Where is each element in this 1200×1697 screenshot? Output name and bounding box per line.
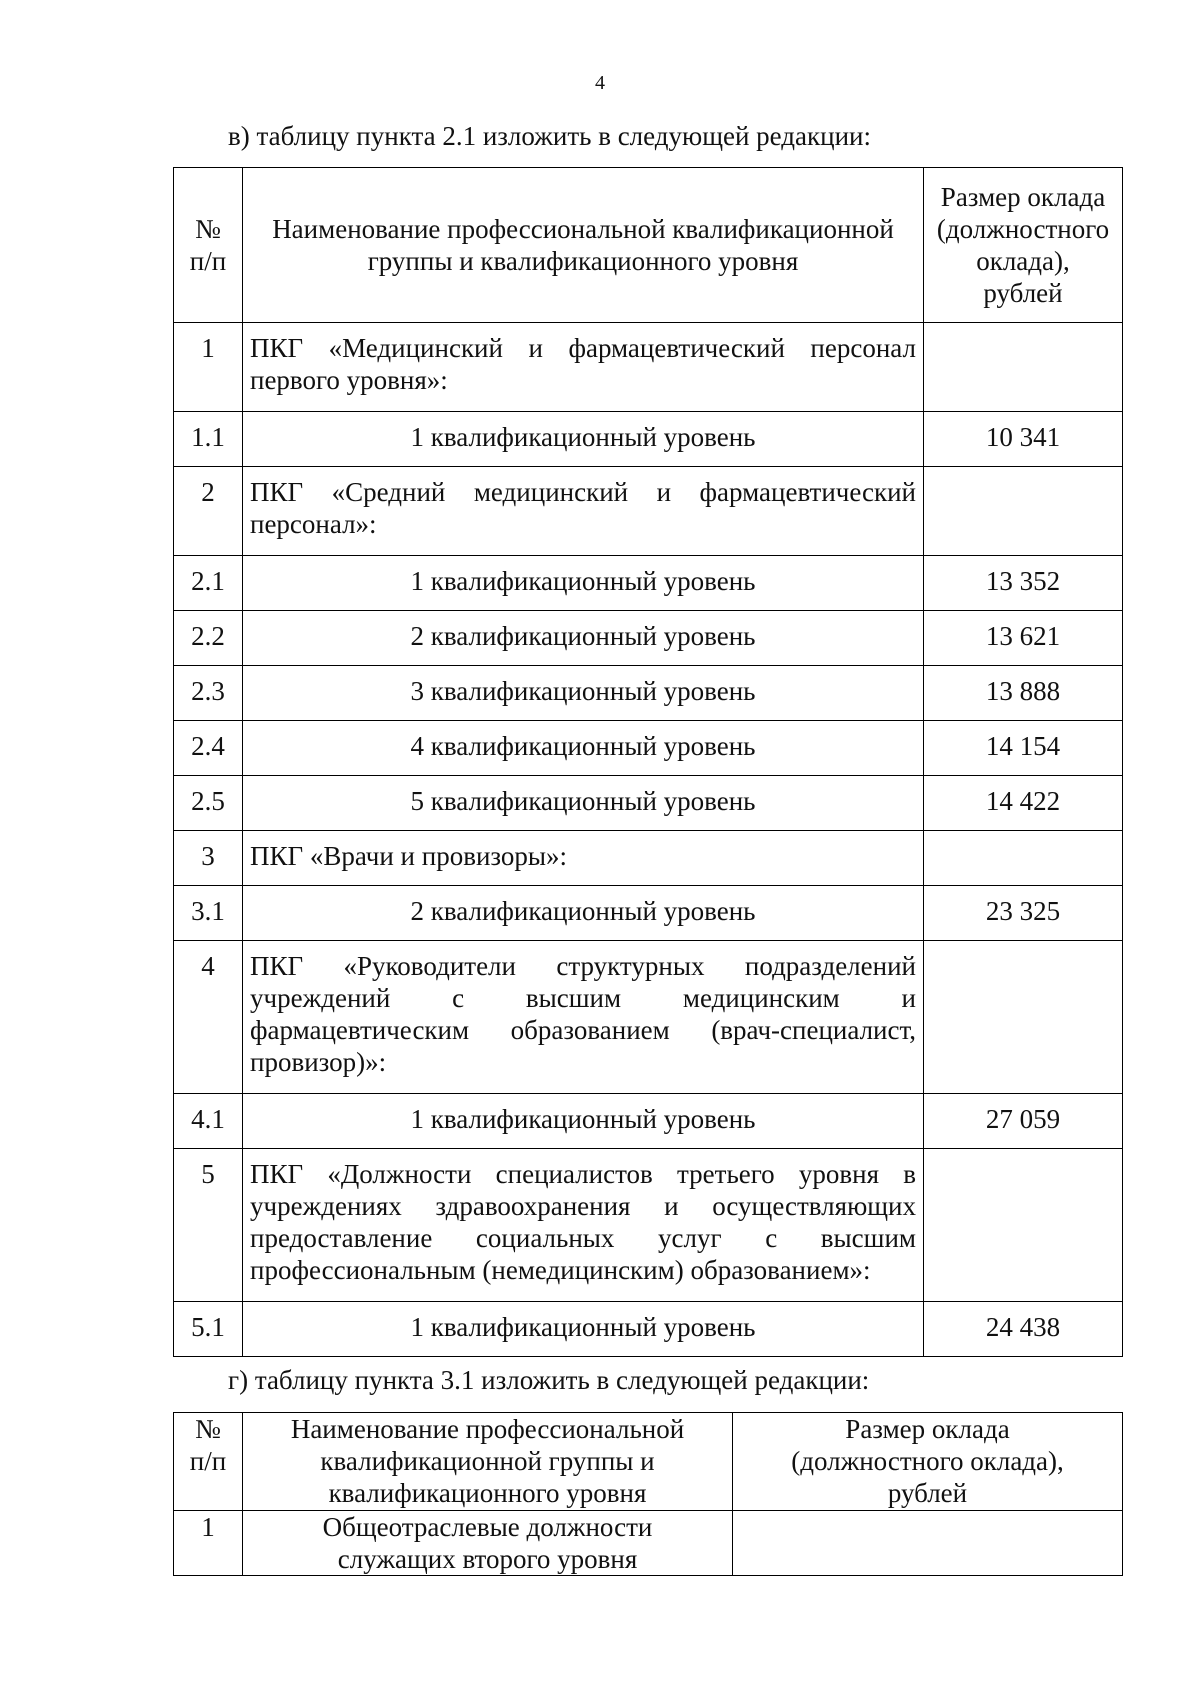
page-number: 4 [595, 72, 605, 94]
header-name [243, 1413, 733, 1511]
row-num: 2.2 [174, 611, 243, 666]
table-row [174, 556, 1123, 611]
row-num: 1.1 [174, 412, 243, 467]
row-num: 5 [174, 1149, 243, 1302]
row-group-title-line: Общеотраслевые должности [322, 1512, 653, 1542]
row-value: 23 325 [924, 886, 1123, 941]
row-value: 14 422 [924, 776, 1123, 831]
row-level: 3 квалификационный уровень [243, 666, 924, 721]
row-value [733, 1511, 1123, 1576]
row-value: 27 059 [924, 1094, 1123, 1149]
row-num: 4 [174, 941, 243, 1094]
row-value [924, 1149, 1123, 1302]
header-salary [733, 1413, 1123, 1511]
header-num [174, 1413, 243, 1511]
header-name [243, 168, 924, 323]
row-value: 10 341 [924, 412, 1123, 467]
header-salary-line: рублей [983, 278, 1063, 308]
table-row [174, 323, 1123, 412]
row-value: 13 888 [924, 666, 1123, 721]
table-row [174, 776, 1123, 831]
header-name-line: квалификационного уровня [328, 1478, 647, 1508]
row-value [924, 941, 1123, 1094]
row-num: 2.1 [174, 556, 243, 611]
row-level: 1 квалификационный уровень [243, 1302, 924, 1357]
row-value: 13 621 [924, 611, 1123, 666]
row-level: 5 квалификационный уровень [243, 776, 924, 831]
header-salary-line: Размер оклада [940, 182, 1106, 212]
row-num: 5.1 [174, 1302, 243, 1357]
header-salary-line: Размер оклада [845, 1414, 1010, 1444]
header-salary-line: рублей [887, 1478, 968, 1508]
row-level: 1 квалификационный уровень [243, 412, 924, 467]
row-value [924, 467, 1123, 556]
table-row [174, 1149, 1123, 1302]
row-group-title: ПКГ «Должности специалистов третьего уровня в учреждениях здравоохранения и осуществляющих предоставление социальных услуг с высшим профессиональным (немедицинским) образованием»: [243, 1149, 924, 1302]
header-num [174, 168, 243, 323]
row-group-title [243, 1511, 733, 1576]
row-level: 1 квалификационный уровень [243, 556, 924, 611]
row-num: 4.1 [174, 1094, 243, 1149]
header-num-line: № [195, 1414, 221, 1444]
table-row [174, 666, 1123, 721]
header-name-line: Наименование профессиональной [290, 1414, 685, 1444]
row-value [924, 831, 1123, 886]
row-num: 2.4 [174, 721, 243, 776]
row-value: 13 352 [924, 556, 1123, 611]
row-group-title: ПКГ «Медицинский и фармацевтический персонал первого уровня»: [243, 323, 924, 412]
row-num: 3 [174, 831, 243, 886]
table-row [174, 467, 1123, 556]
table-row [174, 941, 1123, 1094]
row-group-title: ПКГ «Врачи и провизоры»: [243, 831, 924, 886]
row-num: 2.3 [174, 666, 243, 721]
row-num: 2 [174, 467, 243, 556]
row-level: 2 квалификационный уровень [243, 886, 924, 941]
header-salary [924, 168, 1123, 323]
table-row [174, 611, 1123, 666]
header-name-line: квалификационной группы и [320, 1446, 655, 1476]
row-num: 2.5 [174, 776, 243, 831]
salary-table-2-1 [173, 167, 1123, 1357]
row-level: 2 квалификационный уровень [243, 611, 924, 666]
header-num-line: п/п [189, 246, 227, 276]
row-num: 3.1 [174, 886, 243, 941]
row-group-title: ПКГ «Руководители структурных подразделений учреждений с высшим медицинским и фармацевтическим образованием (врач-специалист, провизор)»: [243, 941, 924, 1094]
header-salary-line: (должностного [936, 214, 1110, 244]
table-header-row [174, 1413, 1123, 1511]
row-level: 1 квалификационный уровень [243, 1094, 924, 1149]
table-row [174, 831, 1123, 886]
header-salary-line: (должностного оклада), [791, 1446, 1064, 1476]
table-row [174, 1511, 1123, 1576]
header-name-line: Наименование профессиональной квалификационной [272, 214, 894, 244]
row-num: 1 [174, 1511, 243, 1576]
row-group-title: ПКГ «Средний медицинский и фармацевтический персонал»: [243, 467, 924, 556]
header-num-line: п/п [189, 1446, 227, 1476]
row-value [924, 323, 1123, 412]
table-header-row [174, 168, 1123, 323]
row-group-title-line: служащих второго уровня [337, 1544, 638, 1574]
header-num-line: № [195, 214, 221, 244]
row-level: 4 квалификационный уровень [243, 721, 924, 776]
table-row [174, 1094, 1123, 1149]
section-g-intro: г) таблицу пункта 3.1 изложить в следующей редакции: [228, 1365, 870, 1395]
salary-table-3-1 [173, 1412, 1123, 1576]
table-row [174, 1302, 1123, 1357]
row-value: 14 154 [924, 721, 1123, 776]
table-row [174, 886, 1123, 941]
table-row [174, 721, 1123, 776]
table-row [174, 412, 1123, 467]
row-num: 1 [174, 323, 243, 412]
row-value: 24 438 [924, 1302, 1123, 1357]
header-name-line: группы и квалификационного уровня [367, 246, 799, 276]
header-salary-line: оклада), [976, 246, 1070, 276]
section-v-intro: в) таблицу пункта 2.1 изложить в следующей редакции: [228, 121, 871, 151]
